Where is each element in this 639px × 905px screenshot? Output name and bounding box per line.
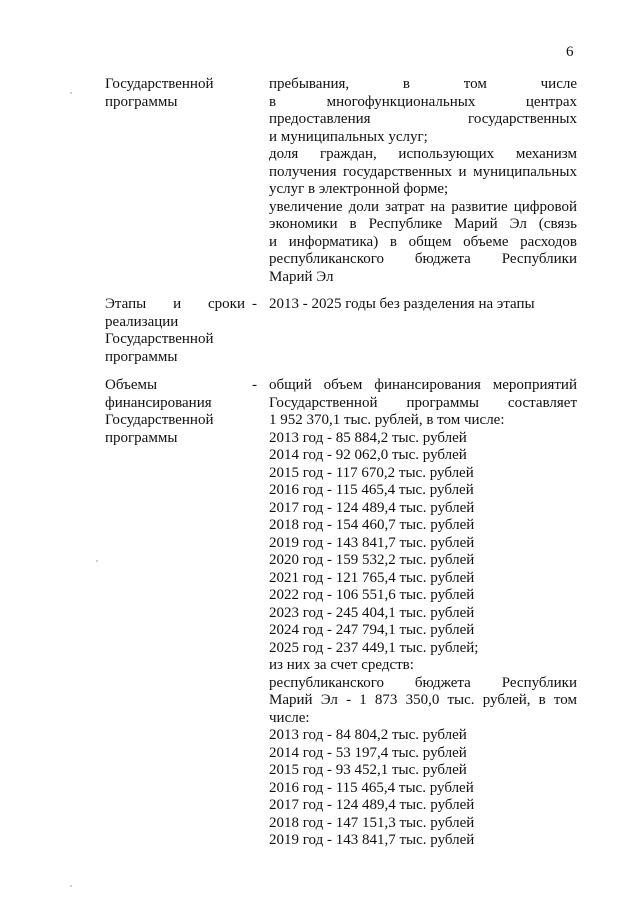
row3-content-line: 2020 год - 159 532,2 тыс. рублей	[269, 552, 475, 568]
row3-label-line: программы	[105, 429, 178, 446]
row1-content-line: пребывания, в том числе	[269, 76, 577, 92]
row3-content-line: 2019 год - 143 841,7 тыс. рублей	[269, 832, 475, 848]
row1-content-line: республиканского бюджета Республики	[269, 251, 577, 267]
row3-content-line: 2014 год - 92 062,0 тыс. рублей	[269, 447, 467, 463]
row3-content-line: 2018 год - 147 151,3 тыс. рублей	[269, 814, 475, 831]
row3-content-line: 2025 год - 237 449,1 тыс. рублей;	[269, 639, 479, 656]
row3-content	[269, 377, 577, 850]
scan-speck	[96, 560, 98, 562]
row3-label	[105, 377, 245, 447]
row3-content-line: общий объем финансирования мероприятий	[269, 377, 577, 393]
row1-content	[269, 76, 577, 286]
row2-label-line: реализации	[105, 313, 179, 330]
row3-content-line: 2017 год - 124 489,4 тыс. рублей	[269, 797, 475, 813]
scan-speck	[70, 885, 72, 887]
row2-label-line: программы	[105, 348, 178, 365]
row2-label-line: Государственной	[105, 331, 214, 347]
row3-content-line: 2019 год - 143 841,7 тыс. рублей	[269, 534, 475, 551]
row1-content-line: предоставления государственных	[269, 111, 577, 127]
row1-content-line: и информатика) в общем объеме расходов	[269, 233, 577, 250]
row3-content-line: 2015 год - 93 452,1 тыс. рублей	[269, 762, 467, 778]
row1-content-line: экономики в Республике Марий Эл (связь	[269, 216, 577, 232]
row1-content-line: получения государственных и муниципальных	[269, 163, 577, 180]
row3-content-line: 2017 год - 124 489,4 тыс. рублей	[269, 499, 475, 516]
row3-content-line: 2013 год - 84 804,2 тыс. рублей	[269, 727, 467, 743]
row1-label-line: Государственной	[105, 76, 214, 92]
row3-content-line: из них за счет средств:	[269, 657, 414, 673]
row1-label	[105, 76, 245, 111]
row3-content-line: Государственной программы составляет	[269, 394, 577, 411]
row1-content-line: и муниципальных услуг;	[269, 128, 428, 145]
row3-content-line: 2022 год - 106 551,6 тыс. рублей	[269, 587, 475, 603]
row3-content-line: 1 952 370,1 тыс. рублей, в том числе:	[269, 412, 505, 428]
row3-label-line: Государственной	[105, 412, 214, 428]
row1-content-line: услуг в электронной форме;	[269, 181, 449, 197]
row3-content-line: 2023 год - 245 404,1 тыс. рублей	[269, 604, 475, 621]
row1-content-line: в многофункциональных центрах	[269, 93, 577, 110]
row3-content-line: 2024 год - 247 794,1 тыс. рублей	[269, 622, 475, 638]
row3-content-line: 2016 год - 115 465,4 тыс. рублей	[269, 482, 474, 498]
row1-content-line: Марий Эл	[269, 268, 334, 285]
row3-content-line: 2021 год - 121 765,4 тыс. рублей	[269, 569, 475, 586]
row3-content-line: 2015 год - 117 670,2 тыс. рублей	[269, 464, 474, 481]
row3-content-line: Марий Эл - 1 873 350,0 тыс. рублей, в том	[269, 692, 577, 708]
row1-content-line: увеличение доли затрат на развитие цифровой	[269, 198, 577, 215]
row3-content-line: республиканского бюджета Республики	[269, 674, 577, 691]
page-number: 6	[566, 44, 574, 60]
row3-label-line: Объемы	[105, 377, 158, 393]
row2-label	[105, 296, 245, 366]
row2-dash: -	[252, 296, 257, 312]
row3-content-line: числе:	[269, 709, 310, 726]
row2-content-line: 2013 - 2025 годы без разделения на этапы	[269, 296, 535, 312]
row3-content-line: 2016 год - 115 465,4 тыс. рублей	[269, 779, 474, 796]
row3-content-line: 2013 год - 85 884,2 тыс. рублей	[269, 429, 467, 446]
row1-label-line: программы	[105, 93, 178, 110]
row1-content-line: доля граждан, использующих механизм	[269, 146, 577, 162]
row3-content-line: 2014 год - 53 197,4 тыс. рублей	[269, 744, 467, 761]
row2-content	[269, 296, 577, 314]
scan-speck	[70, 92, 72, 94]
row3-content-line: 2018 год - 154 460,7 тыс. рублей	[269, 517, 475, 533]
row3-dash: -	[252, 377, 257, 393]
row2-label-line: Этапы и сроки	[105, 296, 245, 312]
row3-label-line: финансирования	[105, 394, 212, 411]
